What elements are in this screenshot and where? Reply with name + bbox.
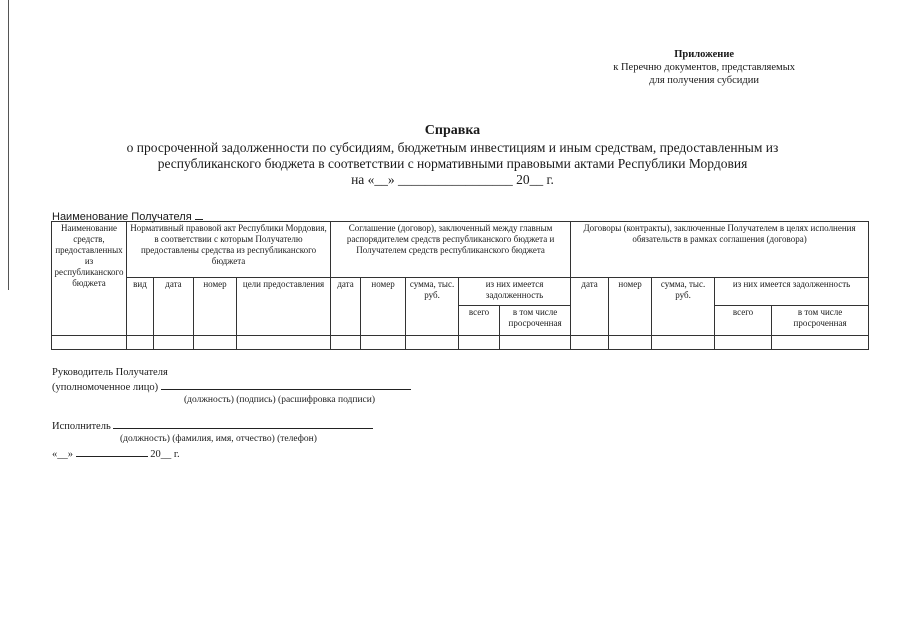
header-agreement-debt-overdue: в том числе просроченная — [500, 306, 571, 336]
annex-block — [613, 48, 795, 87]
date-day: «__» — [52, 449, 73, 460]
document-heading — [0, 122, 905, 188]
header-agreement-date: дата — [331, 278, 361, 336]
header-contract-sum: сумма, тыс. руб. — [652, 278, 715, 336]
heading-line-2: республиканского бюджета в соответствии с нормативными правовыми актами Республики Мордовия — [157, 156, 748, 171]
executor-block — [52, 418, 373, 461]
recipient-label: Наименование Получателя — [52, 211, 192, 223]
annex-title: Приложение — [674, 49, 735, 60]
executor-label: Исполнитель — [52, 421, 111, 432]
header-agreement-debt: из них имеется задолженность — [459, 278, 571, 306]
head-signature-field[interactable] — [161, 379, 411, 390]
document-title: Справка — [424, 123, 481, 138]
header-contract-debt: из них имеется задолженность — [715, 278, 869, 306]
header-agreement: Соглашение (договор), заключенный между главным распорядителем средств республиканского бюджета и Получателем средств республиканского бюджета — [331, 222, 571, 278]
date-year: 20__ г. — [150, 449, 180, 460]
header-agreement-sum: сумма, тыс. руб. — [406, 278, 459, 336]
header-act-number: номер — [194, 278, 237, 336]
executor-caption: (должность) (фамилия, имя, отчество) (телефон) — [120, 434, 317, 444]
header-contracts: Договоры (контракты), заключенные Получателем в целях исполнения обязательств в рамках соглашения (договора) — [571, 222, 869, 278]
debt-table — [51, 221, 869, 350]
header-act-date: дата — [154, 278, 194, 336]
annex-line-1: к Перечню документов, представляемых — [613, 62, 795, 73]
header-agreement-debt-total: всего — [459, 306, 500, 336]
header-contract-date: дата — [571, 278, 609, 336]
header-contract-number: номер — [609, 278, 652, 336]
header-legal-act: Нормативный правовой акт Республики Мордовия, в соответствии с которым Получателю предоставлены средства из республиканского бюджета — [127, 222, 331, 278]
date-month-field[interactable] — [76, 446, 148, 457]
table-row — [52, 336, 869, 350]
header-funds-name: Наименование средств, предоставленных из республиканского бюджета — [52, 222, 127, 336]
header-act-type: вид — [127, 278, 154, 336]
head-signature-block — [52, 366, 411, 407]
heading-line-1: о просроченной задолженности по субсидиям, бюджетным инвестициям и иным средствам, предоставленным из — [126, 140, 779, 155]
head-label-line-1: Руководитель Получателя — [52, 367, 168, 378]
annex-line-2: для получения субсидии — [649, 75, 759, 86]
head-label-line-2: (уполномоченное лицо) — [52, 382, 159, 393]
header-contract-debt-total: всего — [715, 306, 772, 336]
header-contract-debt-overdue: в том числе просроченная — [772, 306, 869, 336]
header-act-purpose: цели предоставления — [237, 278, 331, 336]
executor-field[interactable] — [113, 418, 373, 429]
header-agreement-number: номер — [361, 278, 406, 336]
heading-date-line: на «__» _________________ 20__ г. — [351, 172, 554, 187]
recipient-fill-line[interactable] — [195, 209, 203, 220]
head-signature-caption: (должность) (подпись) (расшифровка подписи) — [184, 395, 376, 405]
